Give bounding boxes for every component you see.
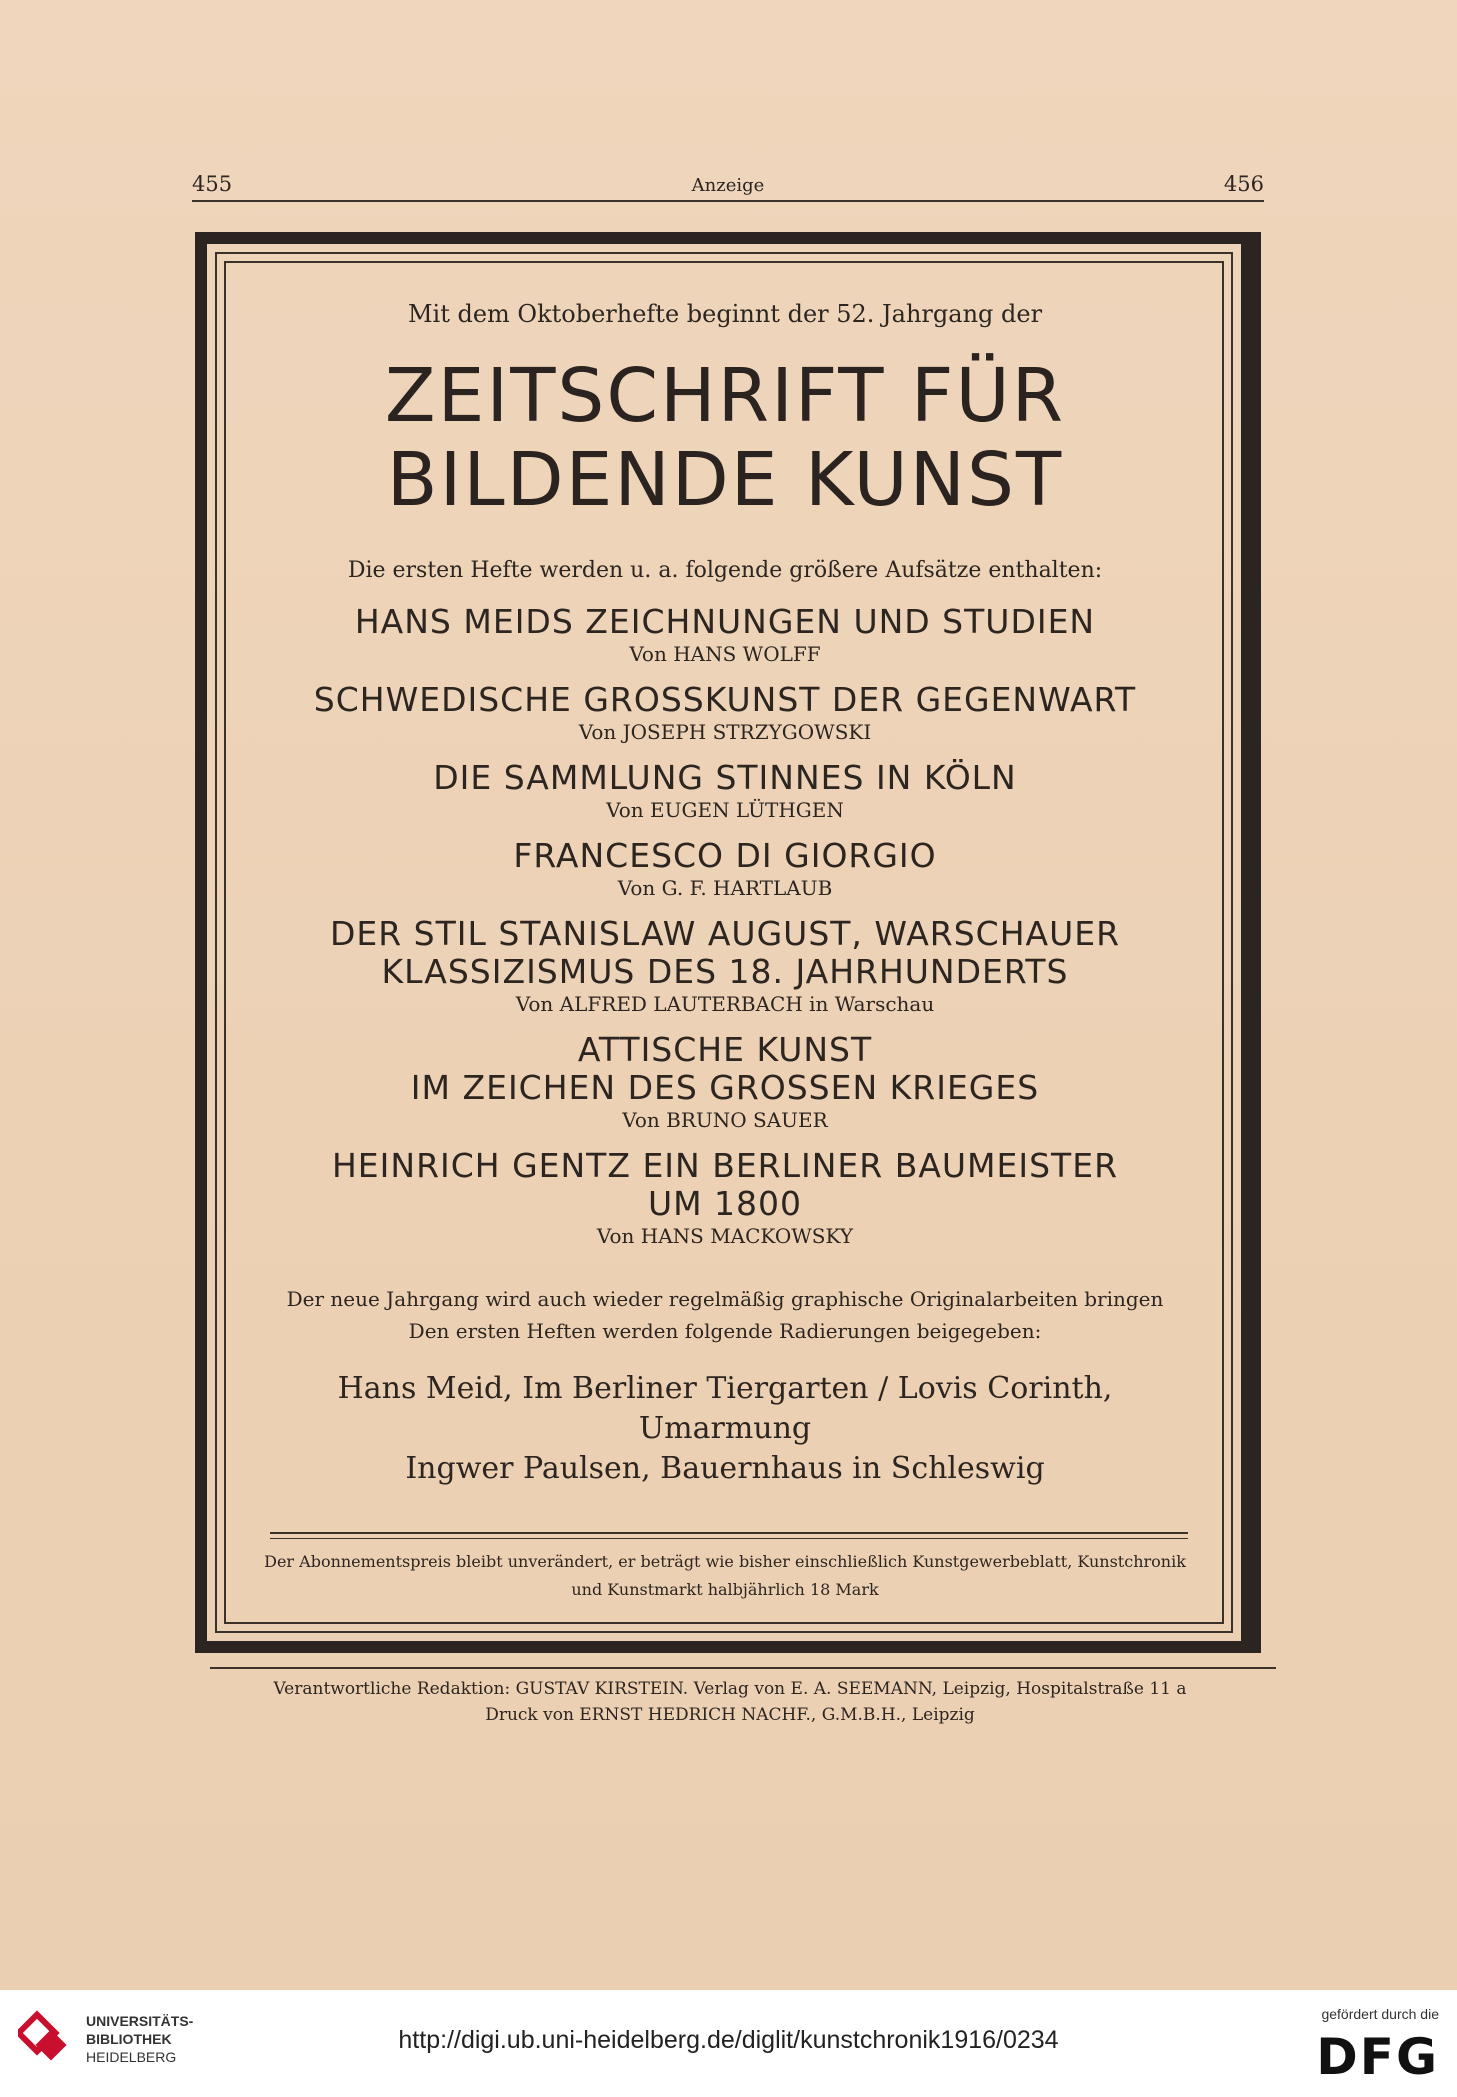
right-page-number: 456	[1223, 172, 1264, 196]
intro-line: Mit dem Oktoberhefte beginnt der 52. Jahrgang der	[407, 300, 1043, 328]
article-item	[250, 915, 1200, 1017]
imprint	[200, 1676, 1260, 1728]
article-author: Von BRUNO SAUER	[622, 1108, 828, 1132]
article-title-continued: IM ZEICHEN DES GROSSEN KRIEGES	[410, 1068, 1040, 1107]
article-title: HANS MEIDS ZEICHNUNGEN UND STUDIEN	[354, 602, 1096, 641]
graphics-note-line-2: Den ersten Heften werden folgende Radierungen beigegeben:	[408, 1319, 1042, 1343]
imprint-line-1: Verantwortliche Redaktion: GUSTAV KIRSTEIN. Verlag von E. A. SEEMANN, Leipzig, Hospitalstraße 11 a	[273, 1679, 1187, 1699]
dfg-logo: DFG	[1316, 2028, 1439, 2086]
article-item	[250, 1147, 1200, 1249]
header-title: Anzeige	[691, 175, 765, 196]
article-title: SCHWEDISCHE GROSSKUNST DER GEGENWART	[313, 680, 1137, 719]
graphics-note-line-1: Der neue Jahrgang wird auch wieder regelmäßig graphische Originalarbeiten bringen	[286, 1287, 1164, 1311]
journal-title	[250, 354, 1200, 522]
library-name-line-1: UNIVERSITÄTS-	[86, 2013, 194, 2029]
article-author: Von HANS MACKOWSKY	[596, 1224, 854, 1248]
article-author: Von EUGEN LÜTHGEN	[606, 798, 844, 822]
imprint-line-2: Druck von ERNST HEDRICH NACHF., G.M.B.H., Leipzig	[485, 1705, 975, 1725]
etchings-line-1: Hans Meid, Im Berliner Tiergarten / Lovis Corinth, Umarmung	[337, 1371, 1113, 1446]
article-title: DER STIL STANISLAW AUGUST, WARSCHAUER	[329, 914, 1121, 953]
contents-subtitle: Die ersten Hefte werden u. a. folgende größere Aufsätze enthalten:	[347, 558, 1103, 583]
left-page-number: 455	[192, 172, 233, 196]
imprint-divider	[210, 1667, 1276, 1669]
article-title: HEINRICH GENTZ EIN BERLINER BAUMEISTER	[331, 1146, 1118, 1185]
price-line-2: und Kunstmarkt halbjährlich 18 Mark	[571, 1580, 879, 1599]
article-item	[250, 603, 1200, 667]
journal-title-line-2: BILDENDE KUNST	[386, 437, 1064, 523]
library-name-line-2: BIBLIOTHEK	[86, 2031, 172, 2047]
price-divider	[270, 1532, 1188, 1534]
page-header	[192, 164, 1264, 202]
price-divider-thin	[270, 1538, 1188, 1539]
article-author: Von JOSEPH STRZYGOWSKI	[578, 720, 872, 744]
etchings-line-2: Ingwer Paulsen, Bauernhaus in Schleswig	[405, 1451, 1045, 1486]
price-line-1: Der Abonnementspreis bleibt unverändert, er beträgt wie bisher einschließlich Kunstgewerbeblatt, Kunstchronik	[264, 1552, 1186, 1571]
journal-title-line-1: ZEITSCHRIFT FÜR	[384, 353, 1066, 439]
article-item	[250, 759, 1200, 823]
digitization-footer	[0, 1990, 1457, 2097]
article-title: DIE SAMMLUNG STINNES IN KÖLN	[433, 758, 1017, 797]
article-item	[250, 1031, 1200, 1133]
article-item	[250, 681, 1200, 745]
article-list	[250, 603, 1200, 1249]
etchings-list	[250, 1369, 1200, 1489]
article-author: Von HANS WOLFF	[629, 642, 821, 666]
article-title: ATTISCHE KUNST	[577, 1030, 873, 1069]
advertisement-content	[250, 300, 1200, 1489]
article-author: Von G. F. HARTLAUB	[617, 876, 833, 900]
article-title-continued: UM 1800	[647, 1184, 803, 1223]
source-url-link[interactable]: http://digi.ub.uni-heidelberg.de/diglit/kunstchronik1916/0234	[398, 2026, 1059, 2054]
article-title: FRANCESCO DI GIORGIO	[513, 836, 937, 875]
graphics-note	[250, 1283, 1200, 1347]
article-title-continued: KLASSIZISMUS DES 18. JAHRHUNDERTS	[381, 952, 1069, 991]
article-author: Von ALFRED LAUTERBACH in Warschau	[515, 992, 935, 1016]
funding-caption: gefördert durch die	[1321, 2006, 1439, 2022]
subscription-price	[250, 1548, 1200, 1604]
library-name-line-3: HEIDELBERG	[86, 2049, 177, 2065]
article-item	[250, 837, 1200, 901]
